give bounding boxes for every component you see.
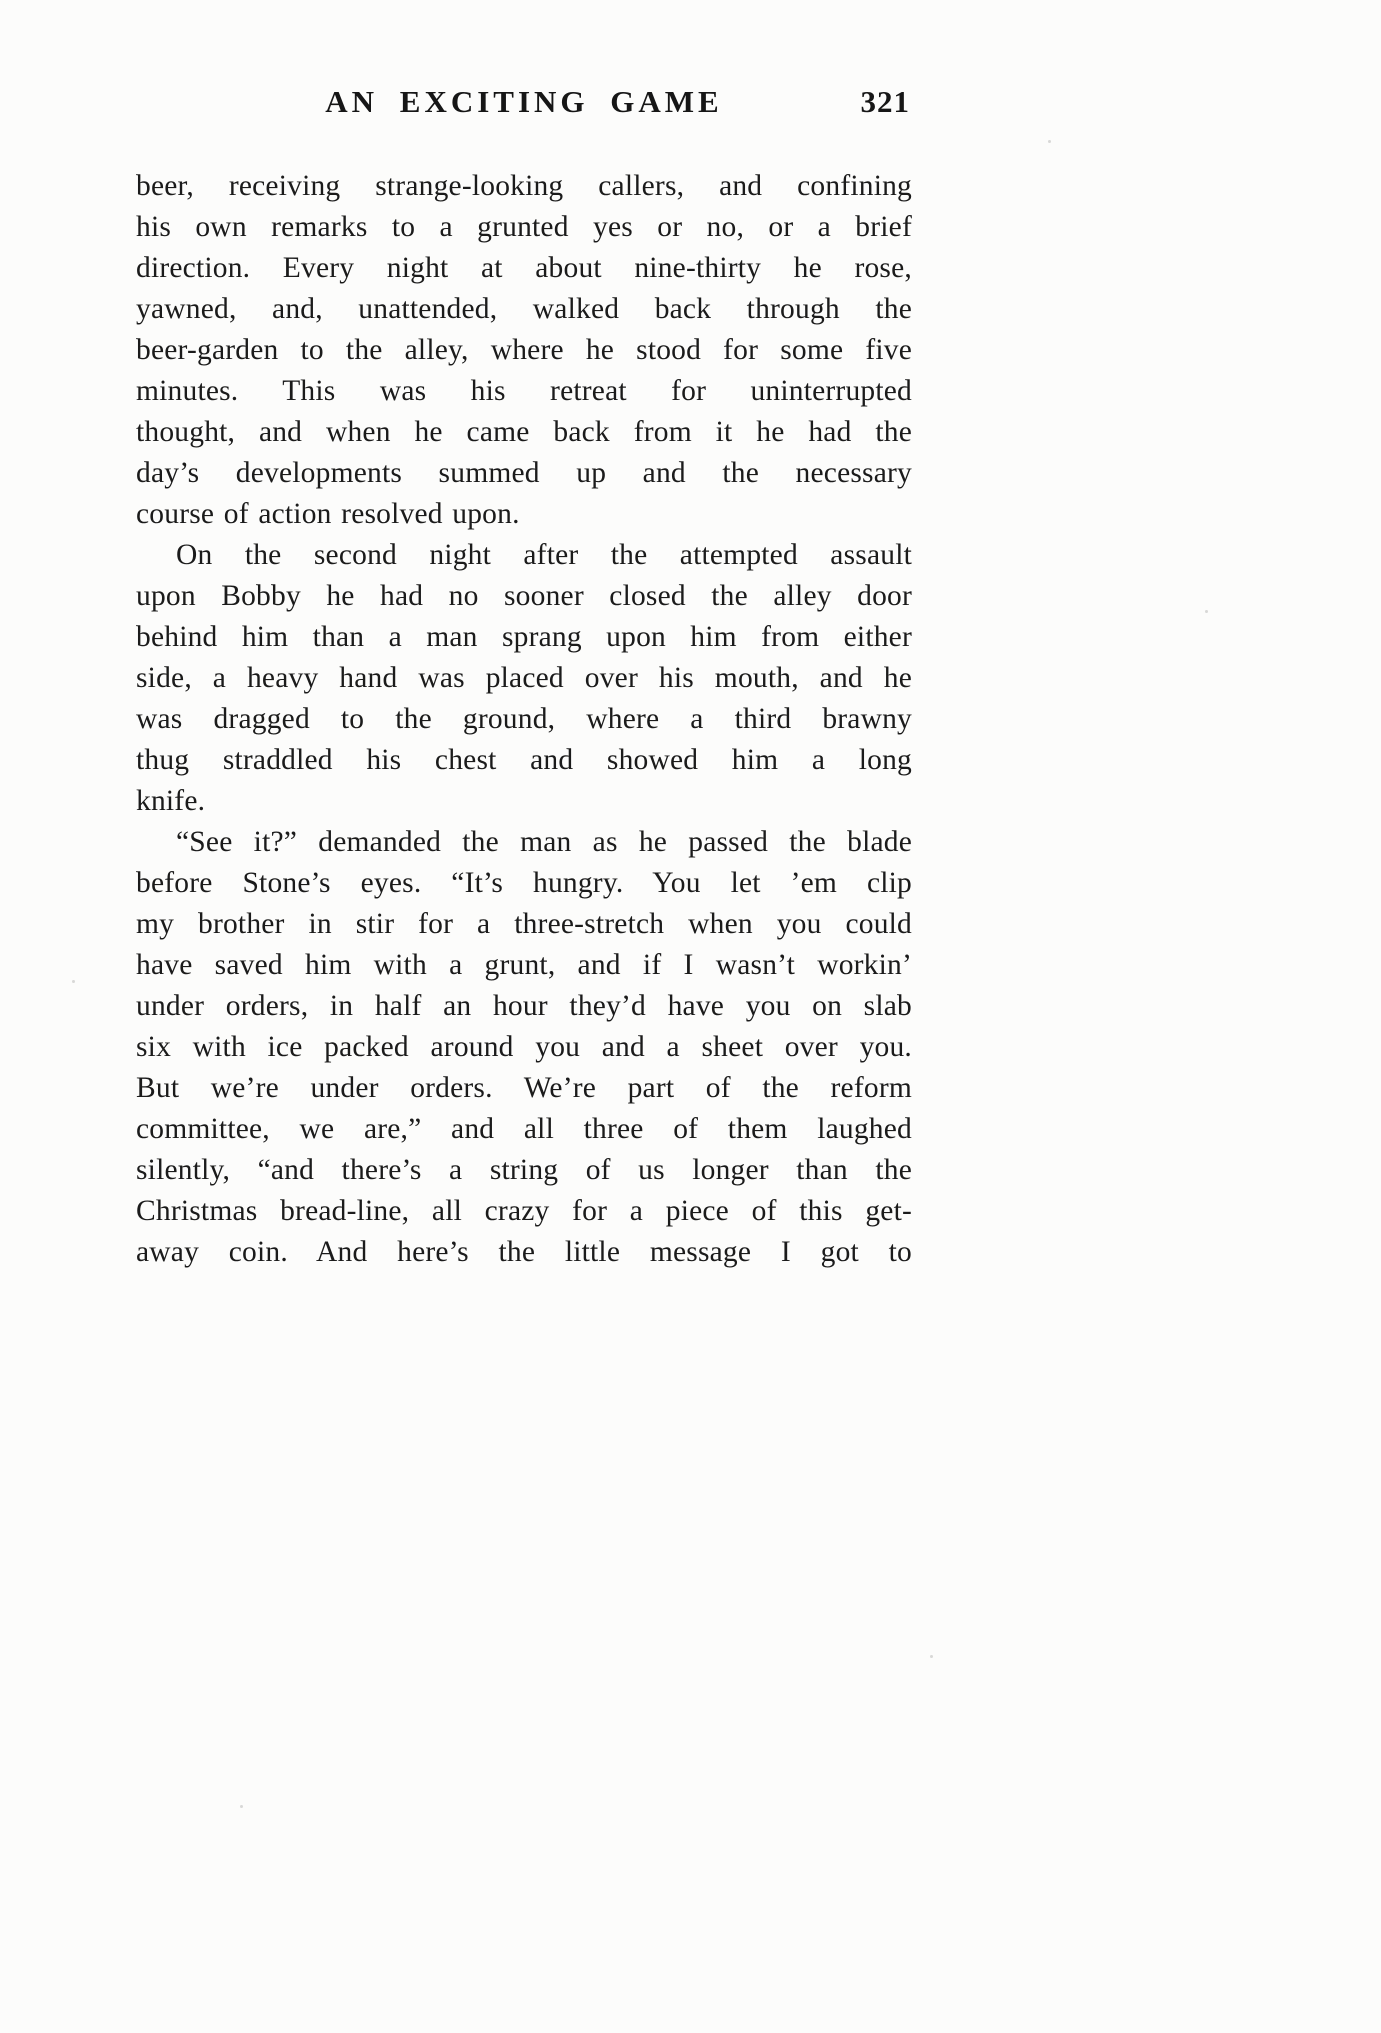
text-line: was dragged to the ground, where a third brawny <box>136 703 912 735</box>
page-number: 321 <box>860 84 910 119</box>
text-line: On the second night after the attempted assault <box>176 539 912 571</box>
text-line: “See it?” demanded the man as he passed the blade <box>176 826 912 858</box>
text-line: knife. <box>136 785 206 817</box>
text-line: before Stone’s eyes. “It’s hungry. You let ’em clip <box>136 867 912 899</box>
scan-speck <box>1205 610 1208 613</box>
text-line: yawned, and, unattended, walked back through the <box>136 293 912 325</box>
text-line: beer, receiving strange-looking callers, and confining <box>136 170 912 202</box>
text-block <box>136 166 912 1273</box>
text-line: have saved him with a grunt, and if I wasn’t workin’ <box>136 949 912 981</box>
text-line: six with ice packed around you and a sheet over you. <box>136 1031 912 1063</box>
scan-speck <box>72 980 75 983</box>
text-line: beer-garden to the alley, where he stood for some five <box>136 334 912 366</box>
text-line: But we’re under orders. We’re part of the reform <box>136 1072 912 1104</box>
text-line: thug straddled his chest and showed him a long <box>136 744 912 776</box>
scan-speck <box>240 1805 243 1808</box>
text-line: minutes. This was his retreat for uninterrupted <box>136 375 912 407</box>
text-line: away coin. And here’s the little message I got to <box>136 1236 912 1268</box>
text-line: behind him than a man sprang upon him from either <box>136 621 912 653</box>
text-line: committee, we are,” and all three of them laughed <box>136 1113 912 1145</box>
scan-speck <box>1048 140 1051 143</box>
text-line: Christmas bread-line, all crazy for a piece of this get- <box>136 1195 912 1227</box>
text-line: silently, “and there’s a string of us longer than the <box>136 1154 912 1186</box>
text-line: under orders, in half an hour they’d have you on slab <box>136 990 912 1022</box>
text-line: thought, and when he came back from it he had the <box>136 416 912 448</box>
text-line: upon Bobby he had no sooner closed the alley door <box>136 580 912 612</box>
text-line: my brother in stir for a three-stretch when you could <box>136 908 912 940</box>
running-head-title: AN EXCITING GAME <box>325 84 723 119</box>
text-line: side, a heavy hand was placed over his mouth, and he <box>136 662 912 694</box>
page-header <box>136 84 912 126</box>
text-line: course of action resolved upon. <box>136 498 520 530</box>
text-line: direction. Every night at about nine-thirty he rose, <box>136 252 912 284</box>
text-line: his own remarks to a grunted yes or no, or a brief <box>136 211 912 243</box>
scan-speck <box>930 1655 933 1658</box>
text-column <box>136 84 912 1273</box>
text-line: day’s developments summed up and the necessary <box>136 457 912 489</box>
